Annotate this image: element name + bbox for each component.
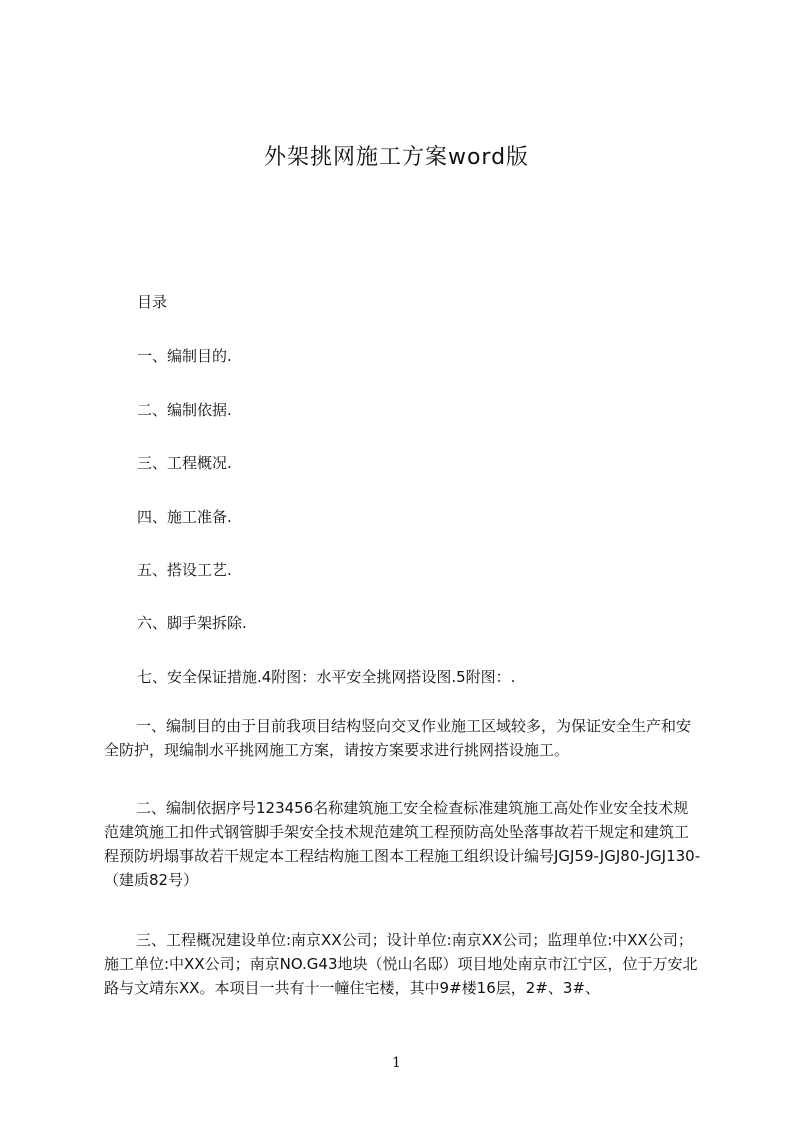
paragraph-basis: 二、编制依据序号123456名称建筑施工安全检查标准建筑施工高处作业安全技术规范建筑施工扣件式钢管脚手架安全技术规范建筑工程预防高处坠落事故若干规定和建筑工程预防坍塌事故若干规定本工程结构施工图本工程施工组织设计编号JGJ59-JGJ80-JGJ130-（建质82号） — [104, 799, 701, 889]
page-number: 1 — [392, 1055, 401, 1071]
toc-item-5: 五、搭设工艺. — [137, 561, 232, 579]
toc-item-7: 七、安全保证措施.4附图：水平安全挑网搭设图.5附图：. — [137, 668, 516, 686]
document-title: 外架挑网施工方案word版 — [263, 145, 530, 170]
toc-item-2: 二、编制依据. — [137, 401, 232, 419]
toc-heading: 目录 — [137, 293, 168, 311]
toc-item-3: 三、工程概况. — [137, 454, 232, 472]
toc-item-1: 一、编制目的. — [137, 347, 232, 365]
toc-item-6: 六、脚手架拆除. — [137, 614, 247, 632]
toc-item-4: 四、施工准备. — [137, 508, 232, 526]
paragraph-overview: 三、工程概况建设单位:南京XX公司；设计单位:南京XX公司；监理单位:中XX公司；施工单位:中XX公司；南京NO.G43地块（悦山名邸）项目地处南京市江宁区，位于万安北路与文靖东XX。本项目一共有十一幢住宅楼，其中9#楼16层，2#、3#、 — [104, 931, 698, 997]
paragraph-purpose: 一、编制目的由于目前我项目结构竖向交叉作业施工区域较多，为保证安全生产和安全防护，现编制水平挑网施工方案，请按方案要求进行挑网搭设施工。 — [104, 717, 692, 759]
